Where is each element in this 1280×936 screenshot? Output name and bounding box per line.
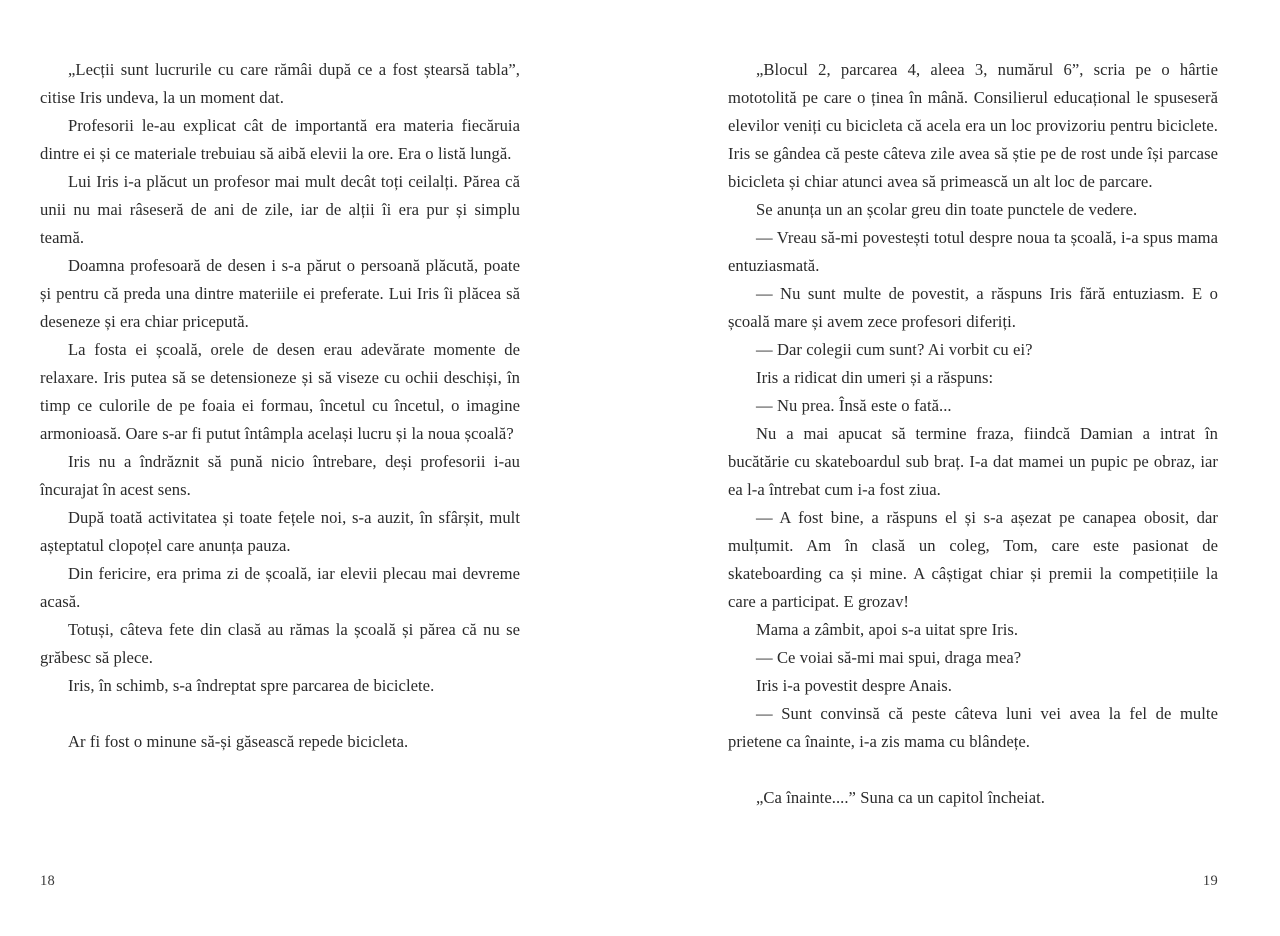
paragraph: „Ca înainte....” Suna ca un capitol încheiat. xyxy=(756,788,1045,807)
paragraph: „Blocul 2, parcarea 4, aleea 3, numărul 6”, scria pe o hârtie mototolită pe care o ținea în mână. Consilierul educațional le spuseseră elevilor veniți cu bicicleta că acela era un loc provizoriu pentru biciclete. Iris se gândea că peste câteva zile avea să știe pe de rost unde își parcase bicicleta și chiar atunci avea să primească un alt loc de parcare. xyxy=(728,60,1218,191)
paragraph: Din fericire, era prima zi de școală, iar elevii plecau mai devreme acasă. xyxy=(40,564,520,611)
paragraph: Lui Iris i-a plăcut un profesor mai mult decât toți ceilalți. Părea că unii nu mai râseseră de ani de zile, iar de alții îi era pur și simplu teamă. xyxy=(40,172,520,247)
paragraph: Ar fi fost o minune să-și găsească repede bicicleta. xyxy=(68,732,409,751)
page-right xyxy=(640,0,1280,936)
paragraph: — Sunt convinsă că peste câteva luni vei avea la fel de multe prietene ca înainte, i-a zis mama cu blândețe. xyxy=(728,704,1218,751)
paragraph: — Nu sunt multe de povestit, a răspuns Iris fără entuziasm. E o școală mare și avem zece profesori diferiți. xyxy=(728,284,1218,331)
paragraph: Iris nu a îndrăznit să pună nicio întrebare, deși profesorii i-au încurajat în acest sens. xyxy=(40,452,520,499)
paragraph: Iris, în schimb, s-a îndreptat spre parcarea de biciclete. xyxy=(68,676,435,695)
paragraph: Nu a mai apucat să termine fraza, fiindcă Damian a intrat în bucătărie cu skateboardul sub braț. I-a dat mamei un pupic pe obraz, iar ea l-a întrebat cum i-a fost ziua. xyxy=(728,424,1218,499)
paragraph: Profesorii le-au explicat cât de importantă era materia fiecăruia dintre ei și ce materiale trebuiau să aibă elevii la ore. Era o listă lungă. xyxy=(40,116,520,163)
paragraph: Doamna profesoară de desen i s-a părut o persoană plăcută, poate și pentru că preda una dintre materiile ei preferate. Lui Iris îi plăcea să deseneze și era chiar pricepută. xyxy=(40,256,520,331)
paragraph: Totuși, câteva fete din clasă au rămas la școală și părea că nu se grăbesc să plece. xyxy=(40,620,520,667)
paragraph: „Lecții sunt lucrurile cu care rămâi după ce a fost ștearsă tabla”, citise Iris undeva, la un moment dat. xyxy=(40,60,520,107)
paragraph: — Ce voiai să-mi mai spui, draga mea? xyxy=(756,648,1022,667)
page-number-right: 19 xyxy=(1202,873,1218,889)
paragraph: — Nu prea. Însă este o fată... xyxy=(756,396,952,415)
page-number-left: 18 xyxy=(40,873,56,889)
paragraph: Iris a ridicat din umeri și a răspuns: xyxy=(756,368,994,387)
body-text-left xyxy=(40,56,520,756)
body-text-right xyxy=(728,56,1218,812)
paragraph: — Vreau să-mi povestești totul despre noua ta școală, i-a spus mama entuziasmată. xyxy=(728,228,1218,275)
paragraph: După toată activitatea și toate fețele noi, s-a auzit, în sfârșit, mult așteptatul clopoțel care anunța pauza. xyxy=(40,508,520,555)
paragraph: Se anunța un an școlar greu din toate punctele de vedere. xyxy=(756,200,1138,219)
paragraph: La fosta ei școală, orele de desen erau adevărate momente de relaxare. Iris putea să se detensioneze și să viseze cu ochii deschiși, în timp ce culorile de pe foaia ei formau, încetul cu încetul, o imagine armonioasă. Oare s-ar fi putut întâmpla același lucru și la noua școală? xyxy=(40,340,520,443)
paragraph: — A fost bine, a răspuns el și s-a așezat pe canapea obosit, dar mulțumit. Am în clasă un coleg, Tom, care este pasionat de skateboarding ca și mine. A câștigat chiar și premii la competițiile la care a participat. E grozav! xyxy=(728,508,1218,611)
paragraph: — Dar colegii cum sunt? Ai vorbit cu ei? xyxy=(756,340,1033,359)
paragraph: Iris i-a povestit despre Anais. xyxy=(756,676,952,695)
paragraph: Mama a zâmbit, apoi s-a uitat spre Iris. xyxy=(756,620,1019,639)
